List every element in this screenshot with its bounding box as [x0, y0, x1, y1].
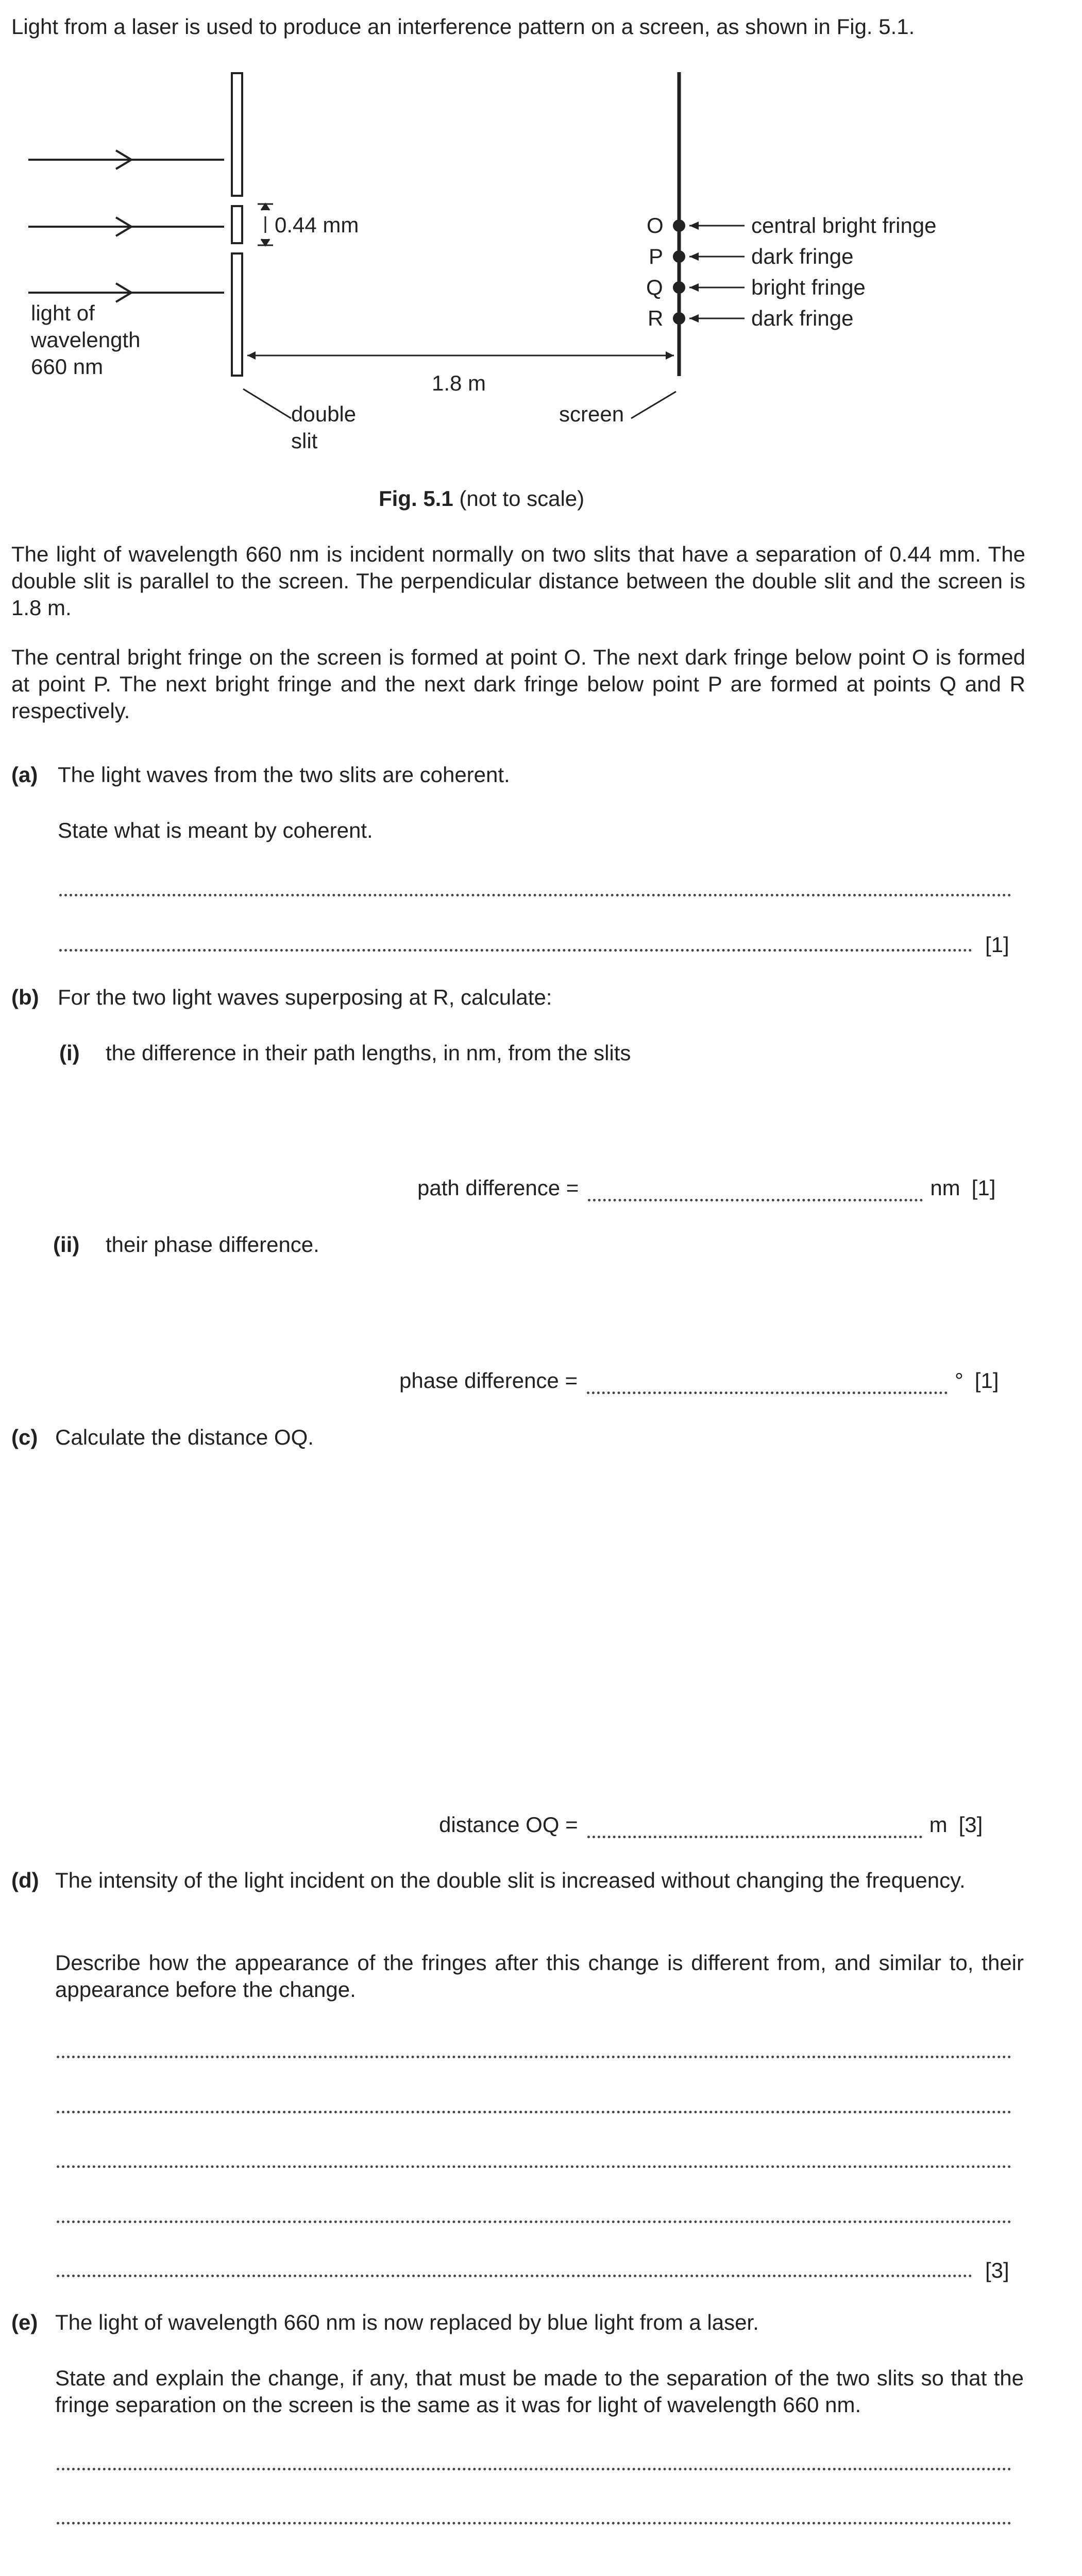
screen-label: screen — [559, 402, 624, 426]
answer-line-e-2[interactable] — [57, 2522, 1011, 2524]
svg-text:R: R — [648, 306, 664, 330]
part-e-instruction: State and explain the change, if any, that must be made to the separation of the two slits so that the fringe separation on the screen is the same as it was for light of wavelength 660 nm. — [55, 2366, 1024, 2417]
answer-row-b-i — [417, 1175, 995, 1201]
marks-b-ii: [1] — [974, 1368, 999, 1393]
part-e-text: The light of wavelength 660 nm is now replaced by blue light from a laser. — [55, 2310, 759, 2334]
light-rays — [28, 150, 224, 302]
svg-text:P: P — [649, 244, 664, 268]
part-c-label: (c) — [11, 1425, 38, 1449]
paragraph-1: The light of wavelength 660 nm is incident normally on two slits that have a separation of 0.44 mm. The double slit is parallel to the screen. The perpendicular distance between the double slit and the screen is 1.8 m. — [11, 542, 1025, 620]
marks-d: [3] — [985, 2258, 1009, 2282]
part-b-ii-text: their phase difference. — [106, 1232, 319, 1257]
screen-leader — [631, 392, 676, 418]
double-slit-leader — [243, 389, 291, 418]
phase-difference-unit: ° — [955, 1368, 963, 1393]
part-a-text: The light waves from the two slits are coherent. — [58, 762, 510, 787]
part-a-instruction: State what is meant by coherent. — [58, 818, 373, 842]
distance-oq-unit: m — [929, 1812, 948, 1837]
answer-line-d-1[interactable] — [57, 2056, 1011, 2058]
distance-label: 1.8 m — [432, 371, 486, 395]
slit-gap-label: 0.44 mm — [275, 213, 359, 237]
light-label-line-2: wavelength — [31, 328, 141, 352]
part-b-i-text: the difference in their path lengths, in nm, from the slits — [106, 1041, 631, 1065]
phase-difference-label: phase difference = — [399, 1368, 578, 1393]
path-difference-unit: nm — [930, 1176, 960, 1200]
light-label-line-3: 660 nm — [31, 354, 104, 379]
answer-line-d-2[interactable] — [57, 2111, 1011, 2113]
svg-text:dark fringe: dark fringe — [751, 244, 854, 268]
svg-text:O: O — [647, 213, 664, 238]
path-difference-label: path difference = — [417, 1176, 579, 1200]
part-b-i-label: (i) — [59, 1041, 80, 1065]
intro-text: Light from a laser is used to produce an interference pattern on a screen, as shown in Fig. 5.1. — [11, 14, 915, 39]
slit-separation-indicator — [258, 204, 273, 245]
answer-line-e-1[interactable] — [57, 2468, 1011, 2470]
phase-difference-input[interactable] — [587, 1373, 948, 1394]
path-difference-input[interactable] — [588, 1180, 923, 1201]
paragraph-2: The central bright fringe on the screen is formed at point O. The next dark fringe below point O is formed at point P. The next bright fringe and the next dark fringe below point P are formed at points Q and R respectively. — [11, 645, 1025, 723]
answer-line-d-3[interactable] — [57, 2165, 1011, 2168]
part-d-label: (d) — [11, 1868, 39, 1892]
distance-oq-label: distance OQ = — [439, 1812, 578, 1837]
figure-caption — [379, 485, 584, 512]
answer-line-d-5[interactable] — [57, 2275, 972, 2277]
answer-row-b-ii — [399, 1367, 999, 1394]
part-b-ii-label: (ii) — [53, 1232, 80, 1257]
marks-b-i: [1] — [971, 1176, 996, 1200]
answer-row-c — [439, 1811, 983, 1838]
part-d-instruction: Describe how the appearance of the fringes after this change is different from, and similar to, their appearance before the change. — [55, 1951, 1024, 2002]
svg-text:central bright fringe: central bright fringe — [751, 213, 937, 238]
part-b-label: (b) — [11, 985, 39, 1009]
double-slit-label-line-2: slit — [291, 429, 318, 453]
figure-5-1 — [0, 46, 1082, 541]
part-c-text: Calculate the distance OQ. — [55, 1425, 314, 1449]
svg-text:dark fringe: dark fringe — [751, 306, 854, 330]
part-a-label: (a) — [11, 762, 38, 787]
double-slit-barrier — [232, 73, 242, 376]
answer-line-d-4[interactable] — [57, 2221, 1011, 2223]
figure-caption-rest: (not to scale) — [453, 486, 585, 511]
light-label-line-1: light of — [31, 301, 95, 325]
distance-arrow — [247, 351, 674, 360]
part-d-text: The intensity of the light incident on the double slit is increased without changing the frequency. — [55, 1868, 966, 1892]
figure-caption-bold: Fig. 5.1 — [379, 486, 453, 511]
marks-c: [3] — [958, 1812, 983, 1837]
point-o — [647, 213, 937, 238]
distance-oq-input[interactable] — [587, 1817, 922, 1838]
part-e-label: (e) — [11, 2310, 38, 2334]
answer-line-a-2[interactable] — [59, 949, 972, 952]
marks-a: [1] — [985, 933, 1009, 957]
double-slit-label-line-1: double — [291, 402, 357, 426]
part-b-text: For the two light waves superposing at R, calculate: — [58, 985, 552, 1009]
svg-text:Q: Q — [646, 275, 663, 299]
svg-text:bright fringe: bright fringe — [751, 275, 866, 299]
answer-line-a-1[interactable] — [59, 894, 1011, 896]
